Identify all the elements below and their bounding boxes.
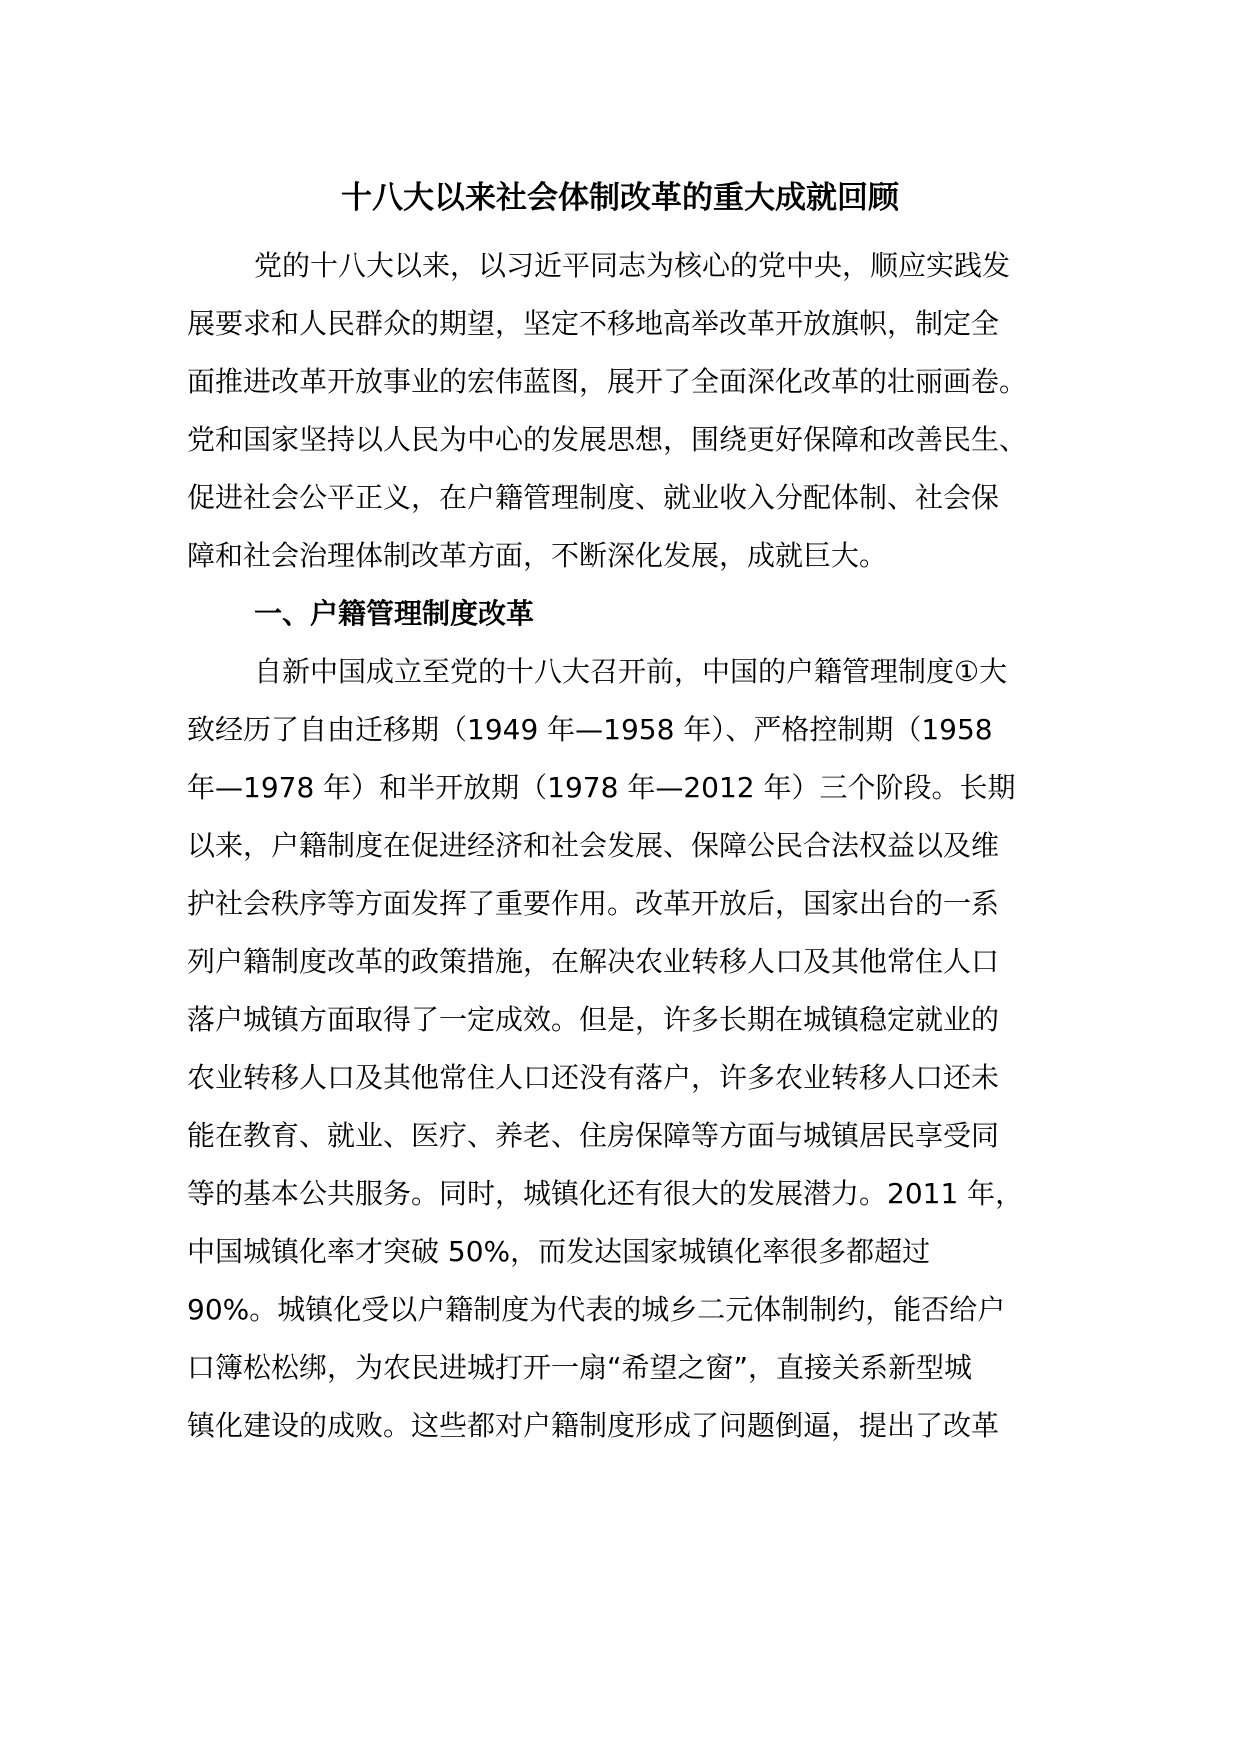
section-line-10: 等的基本公共服务。同时，城镇化还有很大的发展潜力。2011 年， bbox=[187, 1177, 1024, 1210]
section-line-2: 致经历了自由迁移期（1949 年—1958 年）、严格控制期（1958 bbox=[187, 713, 993, 746]
intro-line-3: 面推进改革开放事业的宏伟蓝图，展开了全面深化改革的壮丽画卷。 bbox=[187, 365, 1028, 398]
section-line-14: 镇化建设的成败。这些都对户籍制度形成了问题倒逼，提出了改革 bbox=[187, 1409, 1000, 1442]
intro-line-5: 促进社会公平正义，在户籍管理制度、就业收入分配体制、社会保 bbox=[187, 481, 1000, 514]
section-line-13: 口簿松松绑，为农民进城打开一扇“希望之窗”，直接关系新型城 bbox=[187, 1351, 973, 1384]
section-line-4: 以来，户籍制度在促进经济和社会发展、保障公民合法权益以及维 bbox=[187, 829, 1000, 862]
section-line-3: 年—1978 年）和半开放期（1978 年—2012 年）三个阶段。长期 bbox=[187, 771, 1016, 804]
intro-line-2: 展要求和人民群众的期望，坚定不移地高举改革开放旗帜，制定全 bbox=[187, 307, 1000, 340]
document-title: 十八大以来社会体制改革的重大成就回顾 bbox=[341, 180, 899, 216]
section-line-6: 列户籍制度改革的政策措施，在解决农业转移人口及其他常住人口 bbox=[187, 945, 1000, 978]
section-heading: 一、户籍管理制度改革 bbox=[254, 597, 535, 630]
section-line-9: 能在教育、就业、医疗、养老、住房保障等方面与城镇居民享受同 bbox=[187, 1119, 1000, 1152]
intro-line-1: 党的十八大以来，以习近平同志为核心的党中央，顺应实践发 bbox=[254, 249, 1011, 282]
section-line-8: 农业转移人口及其他常住人口还没有落户，许多农业转移人口还未 bbox=[187, 1061, 1000, 1094]
section-line-12: 90%。城镇化受以户籍制度为代表的城乡二元体制制约，能否给户 bbox=[187, 1293, 1006, 1326]
section-line-7: 落户城镇方面取得了一定成效。但是，许多长期在城镇稳定就业的 bbox=[187, 1003, 1000, 1036]
section-line-1: 自新中国成立至党的十八大召开前，中国的户籍管理制度①大 bbox=[254, 655, 1008, 688]
section-line-11: 中国城镇化率才突破 50%，而发达国家城镇化率很多都超过 bbox=[187, 1235, 931, 1268]
intro-line-4: 党和国家坚持以人民为中心的发展思想，围绕更好保障和改善民生、 bbox=[187, 423, 1028, 456]
intro-line-6: 障和社会治理体制改革方面，不断深化发展，成就巨大。 bbox=[187, 539, 888, 572]
section-line-5: 护社会秩序等方面发挥了重要作用。改革开放后，国家出台的一系 bbox=[187, 887, 1000, 920]
